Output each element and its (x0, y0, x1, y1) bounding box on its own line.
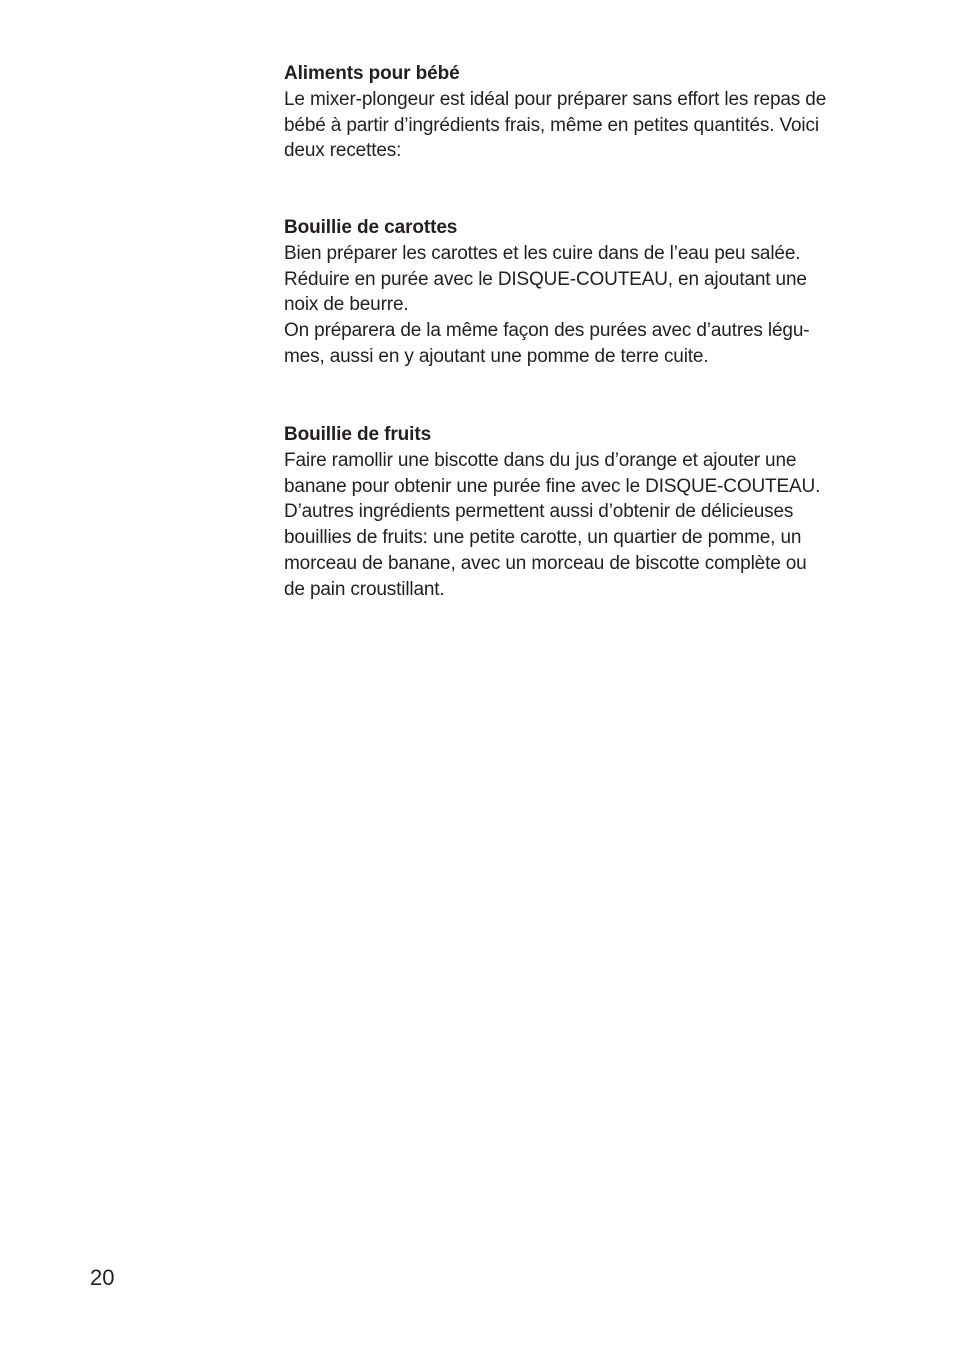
section-paragraph: Bien préparer les carottes et les cuire dans de l’eau peu salée. Réduire en purée avec le DISQUE-COUTEAU, en ajoutant une noix de beurre. (284, 242, 807, 316)
section-bouillie-de-fruits (284, 422, 874, 603)
section-paragraph: On préparera de la même façon des purées avec d’autres légu- mes, aussi en y ajoutant une pomme de terre cuite. (284, 320, 810, 367)
section-heading: Bouillie de fruits (284, 424, 432, 445)
section-aliments-pour-bebe (284, 61, 874, 164)
section-heading: Aliments pour bébé (284, 63, 460, 84)
section-paragraph: Le mixer-plongeur est idéal pour préparer sans effort les repas de bébé à partir d’ingrédients frais, même en petites quantités. Voici deux recettes: (284, 88, 827, 162)
section-heading: Bouillie de carottes (284, 217, 458, 238)
section-bouillie-de-carottes (284, 215, 874, 370)
page-number: 20 (90, 1265, 115, 1290)
section-paragraph: Faire ramollir une biscotte dans du jus d’orange et ajouter une banane pour obtenir une purée fine avec le DISQUE-COUTEAU. D’autres ingrédients permettent aussi d’obtenir de délicieuses bouillies de fruits: une petite carotte, un quartier de pomme, un morceau de banane, avec un morceau de biscotte complète ou de pain croustillant. (284, 449, 821, 600)
